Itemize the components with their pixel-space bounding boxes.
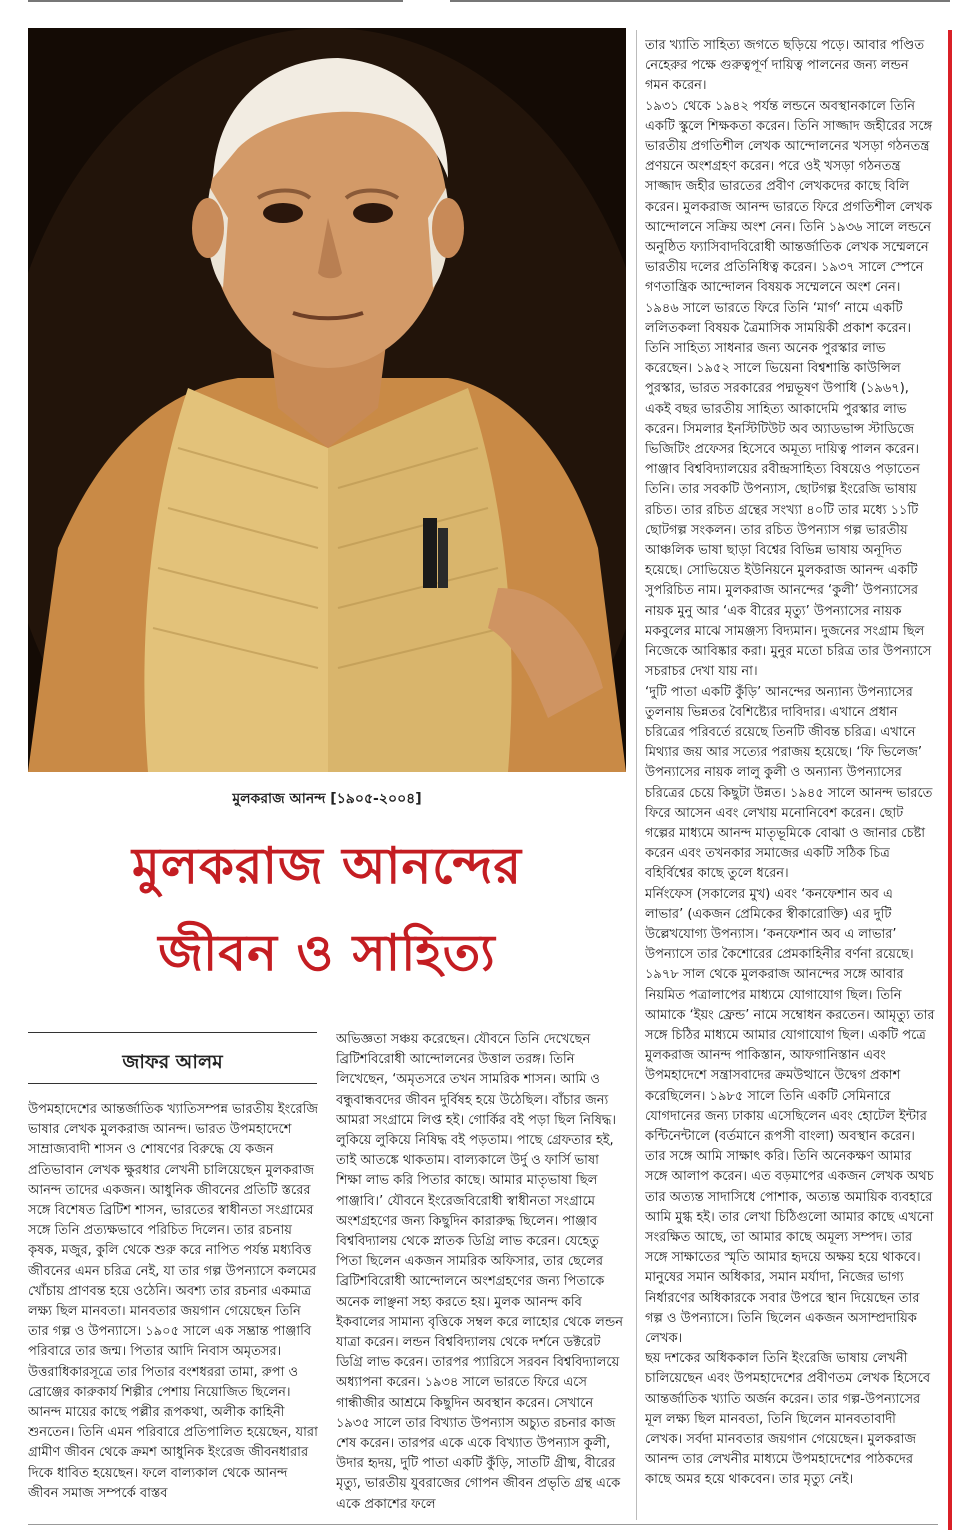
paragraph: ১৯৩১ থেকে ১৯৪২ পর্যন্ত লন্ডনে অবস্থানকালে তিনি একটি স্কুলে শিক্ষকতা করেন। তিনি সাজ্জাদ জহীরের সঙ্গে ভারতীয় প্রগতিশীল লেখক আন্দোলনের খসড়া গঠনতন্ত্র প্রণয়নে অংশগ্রহণ করেন। পরে ওই খসড়া গঠনতন্ত্র সাজ্জাদ জহীর ভারতের প্রবীণ লেখকদের কাছে বিলি করেন। মুলকরাজ আনন্দ ভারতে ফিরে প্রগতিশীল লেখক আন্দোলনে সক্রিয় অংশ নেন। তিনি ১৯৩৬ সালে লন্ডনে অনুষ্ঠিত ফ্যাসিবাদবিরোধী আন্তর্জাতিক লেখক সম্মেলনে ভারতীয় দলের প্রতিনিধিত্ব করেন। ১৯৩৭ সালে স্পেনে গণতান্ত্রিক আন্দোলন বিষয়ক সম্মেলনে অংশ নেন। [645,98,933,296]
paragraph: ছয় দশকের অধিককাল তিনি ইংরেজি ভাষায় লেখনী চালিয়েছেন এবং উপমহাদেশের প্রবীণতম লেখক হিসেবে আন্তর্জাতিক খ্যাতি অর্জন করেন। তার গল্প-উপন্যাসের মূল লক্ষ্য ছিল মানবতা, তিনি ছিলেন মানবতাবাদী লেখক। সর্বদা মানবতার জয়গান গেয়েছেন। মুলকরাজ আনন্দ তার লেখনীর মাধ্যমে উপমহাদেশের পাঠকদের কাছে অমর হয়ে থাকবেন। তার মৃত্যু নেই। [645,1351,931,1488]
bottom-rule [28,1524,938,1525]
article-column-2 [336,1030,626,1516]
paragraph: ‘দুটি পাতা একটি কুঁড়ি’ আনন্দের অন্যান্য উপন্যাসের তুলনায় ভিন্নতর বৈশিষ্ট্যের দাবিদার। এখানে প্রধান চরিত্রের পরিবর্তে রয়েছে তিনটি জীবন্ত চরিত্র। এখানে মিথ্যার জয় আর সত্যের পরাজয় হয়েছে। ‘ফি ভিলেজ’ উপন্যাসের নায়ক লালু কুলী ও অন্যান্য উপন্যাসের চরিত্রের চেয়ে কিছুটা উন্নত। ১৯৪৫ সালে আনন্দ ভারতে ফিরে আসেন এবং লেখায় মনোনিবেশ করেন। ছোট গল্পের মাধ্যমে আনন্দ মাতৃভূমিকে বোঝা ও জানার চেষ্টা করেন এবং তখনকার সমাজের একটি সঠিক চিত্র বহির্বিশ্বের কাছে তুলে ধরেন। [645,684,933,882]
headline-line-2: জীবন ও সাহিত্য [158,923,496,982]
paragraph: ১৯৪৬ সালে ভারতে ফিরে তিনি ‘মার্গ’ নামে একটি ললিতকলা বিষয়ক ত্রৈমাসিক সাময়িকী প্রকাশ করেন। তিনি সাহিত্য সাধনার জন্য অনেক পুরস্কার লাভ করেছেন। ১৯৫২ সালে ভিয়েনা বিশ্বশান্তি কাউন্সিল পুরস্কার, ভারত সরকারের পদ্মভূষণ উপাধি (১৯৬৭), একই বছর ভারতীয় সাহিত্য আকাদেমি পুরস্কার লাভ করেন। সিমলার ইনস্টিটিউট অব অ্যাডভান্স স্টাডিজে ভিজিটিং প্রফেসর হিসেবে অমূত্য দায়িত্ব পালন করেন। পাঞ্জাব বিশ্ববিদ্যালয়ের রবীন্দ্রসাহিত্য বিষয়েও পড়াতেন তিনি। তার সবকটি উপন্যাস, ছোটগল্প ইংরেজি ভাষায় রচিত। তার রচিত গ্রন্থের সংখ্যা ৪০টি তার মধ্যে ১১টি ছোটগল্প সংকলন। তার রচিত উপন্যাস গল্প ভারতীয় আঞ্চলিক ভাষা ছাড়া বিশ্বের বিভিন্ন ভাষায় অনূদিত হয়েছে। সোভিয়েত ইউনিয়নে মুলকরাজ আনন্দ একটি সুপরিচিত নাম। মুলকরাজ আনন্দের ‘কুলী’ উপন্যাসের নায়ক মুনু আর ‘এক বীরের মৃত্যু’ উপন্যাসের নায়ক মকবুলের মাঝে সামঞ্জস্য বিদ্যমান। দুজনের সংগ্রাম ছিল নিজেকে আবিষ্কার করা। মুনুর মতো চরিত্র তার উপন্যাসে সচরাচর দেখা যায় না। [645,300,932,680]
paragraph: মর্নিংফেস (সকালের মুখ) এবং ‘কনফেশান অব এ লাভার’ (একজন প্রেমিকের স্বীকারোক্তি) এর দুটি উল্লেখযোগ্য উপন্যাস। ‘কনফেশান অব এ লাভার’ উপন্যাসে তার কৈশোরের প্রেমকাহিনীর বর্ণনা রয়েছে। ১৯৭৮ সাল থেকে মুলকরাজ আনন্দের সঙ্গে আবার নিয়মিত পত্রালাপের মাধ্যমে যোগাযোগ ছিল। তিনি আমাকে ‘ইয়ং ফ্রেন্ড’ নামে সম্বোধন করতেন। আমৃত্যু তার সঙ্গে চিঠির মাধ্যমে আমার যোগাযোগ ছিল। একটি পত্রে মুলকরাজ আনন্দ পাকিস্তান, আফগানিস্তান এবং উপমহাদেশে সন্ত্রাসবাদের ক্রমউত্থানে উদ্বেগ প্রকাশ করেছিলেন। ১৯৮৫ সালে তিনি একটি সেমিনারে যোগদানের জন্য ঢাকায় এসেছিলেন এবং হোটেল ইন্টার কন্টিনেন্টালে (বর্তমানে রূপসী বাংলা) অবস্থান করেন। তার সঙ্গে আমি সাক্ষাৎ করি। তিনি অনেকক্ষণ আমার সঙ্গে আলাপ করেন। এত বড়মাপের একজন লেখক অথচ তার অত্যন্ত সাদাসিধে পোশাক, অত্যন্ত অমায়িক ব্যবহারে আমি মুগ্ধ হই। তার লেখা চিঠিগুলো আমার কাছে এখনো সংরক্ষিত আছে, তা আমার কাছে অমূল্য সম্পদ। তার সঙ্গে সাক্ষাতের স্মৃতি আমার হৃদয়ে অক্ষয় হয়ে থাকবে। মানুষের সমান অধিকার, সমান মর্যাদা, নিজের ভাগ্য নির্ধারণের অধিকারকে সবার উপরে স্থান দিয়েছেন তার গল্প ও উপন্যাসে। তিনি ছিলেন একজন অসাম্প্রদায়িক লেখক। [645,886,935,1346]
byline-rule-bottom [28,1083,317,1084]
paragraph: উপমহাদেশের আন্তর্জাতিক খ্যাতিসম্পন্ন ভারতীয় ইংরেজি ভাষার লেখক মুলকরাজ আনন্দ। ভারত উপমহাদেশে সাম্রাজ্যবাদী শাসন ও শোষণের বিরুদ্ধে যে কজন প্রতিভাবান লেখক ক্ষুরধার লেখনী চালিয়েছেন মুলকরাজ আনন্দ তাদের একজন। আধুনিক জীবনের প্রতিটি স্তরের সঙ্গে বিশেষত ব্রিটিশ শাসন, ভারতের স্বাধীনতা সংগ্রামের সঙ্গে তিনি প্রত্যক্ষভাবে পরিচিত দিলেন। তার রচনায় কৃষক, মজুর, কুলি থেকে শুরু করে নাপিত পর্যন্ত মধ্যবিত্ত জীবনের এমন চরিত্র নেই, যা তার গল্প উপন্যাসে কলমের খোঁচায় প্রাণবন্ত হয়ে ওঠেনি। অবশ্য তার রচনার একমাত্র লক্ষ্য ছিল মানবতা। মানবতার জয়গান গেয়েছেন তিনি তার গল্প ও উপন্যাসে। ১৯০৫ সালে এক সম্ভ্রান্ত পাঞ্জাবি পরিবারে তার জন্ম। পিতার আদি নিবাস অমৃতসর। উত্তরাধিকারসূত্রে তার পিতার বংশধররা তামা, রুপা ও ব্রোঞ্জের কারুকার্য শিল্পীর পেশায় নিয়োজিত ছিলেন। আনন্দ মায়ের কাছে পল্লীর রূপকথা, অলীক কাহিনী শুনতেন। তিনি এমন পরিবারে প্রতিপালিত হয়েছেন, যারা গ্রামীণ জীবন থেকে ক্রমশ আধুনিক ইংরেজ জীবনধারার দিকে ধাবিত হয়েছেন। ফলে বাল্যকাল থেকে আনন্দ জীবন সমাজ সম্পর্কে বাস্তব [28,1102,318,1501]
article-column-1 [28,1100,318,1515]
author-photo [28,28,626,772]
column-divider [636,30,637,1520]
headline-line-1: মুলকরাজ আনন্দের [131,836,523,895]
byline: জাফর আলম [122,1051,223,1073]
top-rule-left [28,0,403,2]
article-column-3 [645,36,935,1516]
top-rule-right [450,0,950,2]
page-edge-accent [948,30,952,1530]
byline-rule-top [28,1032,317,1033]
photo-caption: মুলকরাজ আনন্দ [১৯০৫-২০০৪] [232,791,422,807]
portrait-illustration [28,28,626,772]
paragraph: অভিজ্ঞতা সঞ্চয় করেছেন। যৌবনে তিনি দেখেছেন ব্রিটিশবিরোধী আন্দোলনের উত্তাল তরঙ্গ। তিনি লিখেছেন, ‘অমৃতসরে তখন সামরিক শাসন। আমি ও বন্ধুবান্ধবদের জীবন দুর্বিষহ হয়ে উঠেছিল। বাঁচার জন্য আমরা সংগ্রামে লিপ্ত হই। গোর্কির বই পড়া ছিল নিষিদ্ধ। লুকিয়ে লুকিয়ে নিষিদ্ধ বই পড়তাম। পাছে গ্রেফতার হই, তাই আতঙ্কে থাকতাম। বাল্যকালে উর্দু ও ফার্সি ভাষা শিক্ষা লাভ করি পিতার কাছে। আমার মাতৃভাষা ছিল পাঞ্জাবি।’ যৌবনে ইংরেজবিরোধী স্বাধীনতা সংগ্রামে অংশগ্রহণের জন্য কিছুদিন কারারুদ্ধ ছিলেন। পাঞ্জাব বিশ্ববিদ্যালয় থেকে স্নাতক ডিগ্রি লাভ করেন। যেহেতু পিতা ছিলেন একজন সামরিক অফিসার, তার ছেলের ব্রিটিশবিরোধী আন্দোলনে অংশগ্রহণের জন্য পিতাকে অনেক লাঞ্ছনা সহ্য করতে হয়। মুলক আনন্দ কবি ইকবালের সামান্য বৃত্তিকে সম্বল করে লাহোর থেকে লন্ডন যাত্রা করেন। লন্ডন বিশ্ববিদ্যালয় থেকে দর্শনে ডক্টরেট ডিগ্রি লাভ করেন। তারপর প্যারিসে সরবন বিশ্ববিদ্যালয়ে অধ্যাপনা করেন। ১৯৩৪ সালে ভারতে ফিরে এসে গান্ধীজীর আশ্রমে কিছুদিন অবস্থান করেন। সেখানে ১৯৩৫ সালে তার বিখ্যাত উপন্যাস অচ্যুত রচনার কাজ শেষ করেন। তারপর একে একে বিখ্যাত উপন্যাস কুলী, উদার হৃদয়, দুটি পাতা একটি কুঁড়ি, সাতটি গ্রীষ্ম, বীরের মৃত্যু, ভারতীয় যুবরাজের গোপন জীবন প্রভৃতি গ্রন্থ একে একে প্রকাশের ফলে [336,1032,623,1512]
paragraph: তার খ্যাতি সাহিত্য জগতে ছড়িয়ে পড়ে। আবার পণ্ডিত নেহেরুর পক্ষে গুরুত্বপূর্ণ দায়িত্ব পালনের জন্য লন্ডন গমন করেন। [645,38,925,94]
